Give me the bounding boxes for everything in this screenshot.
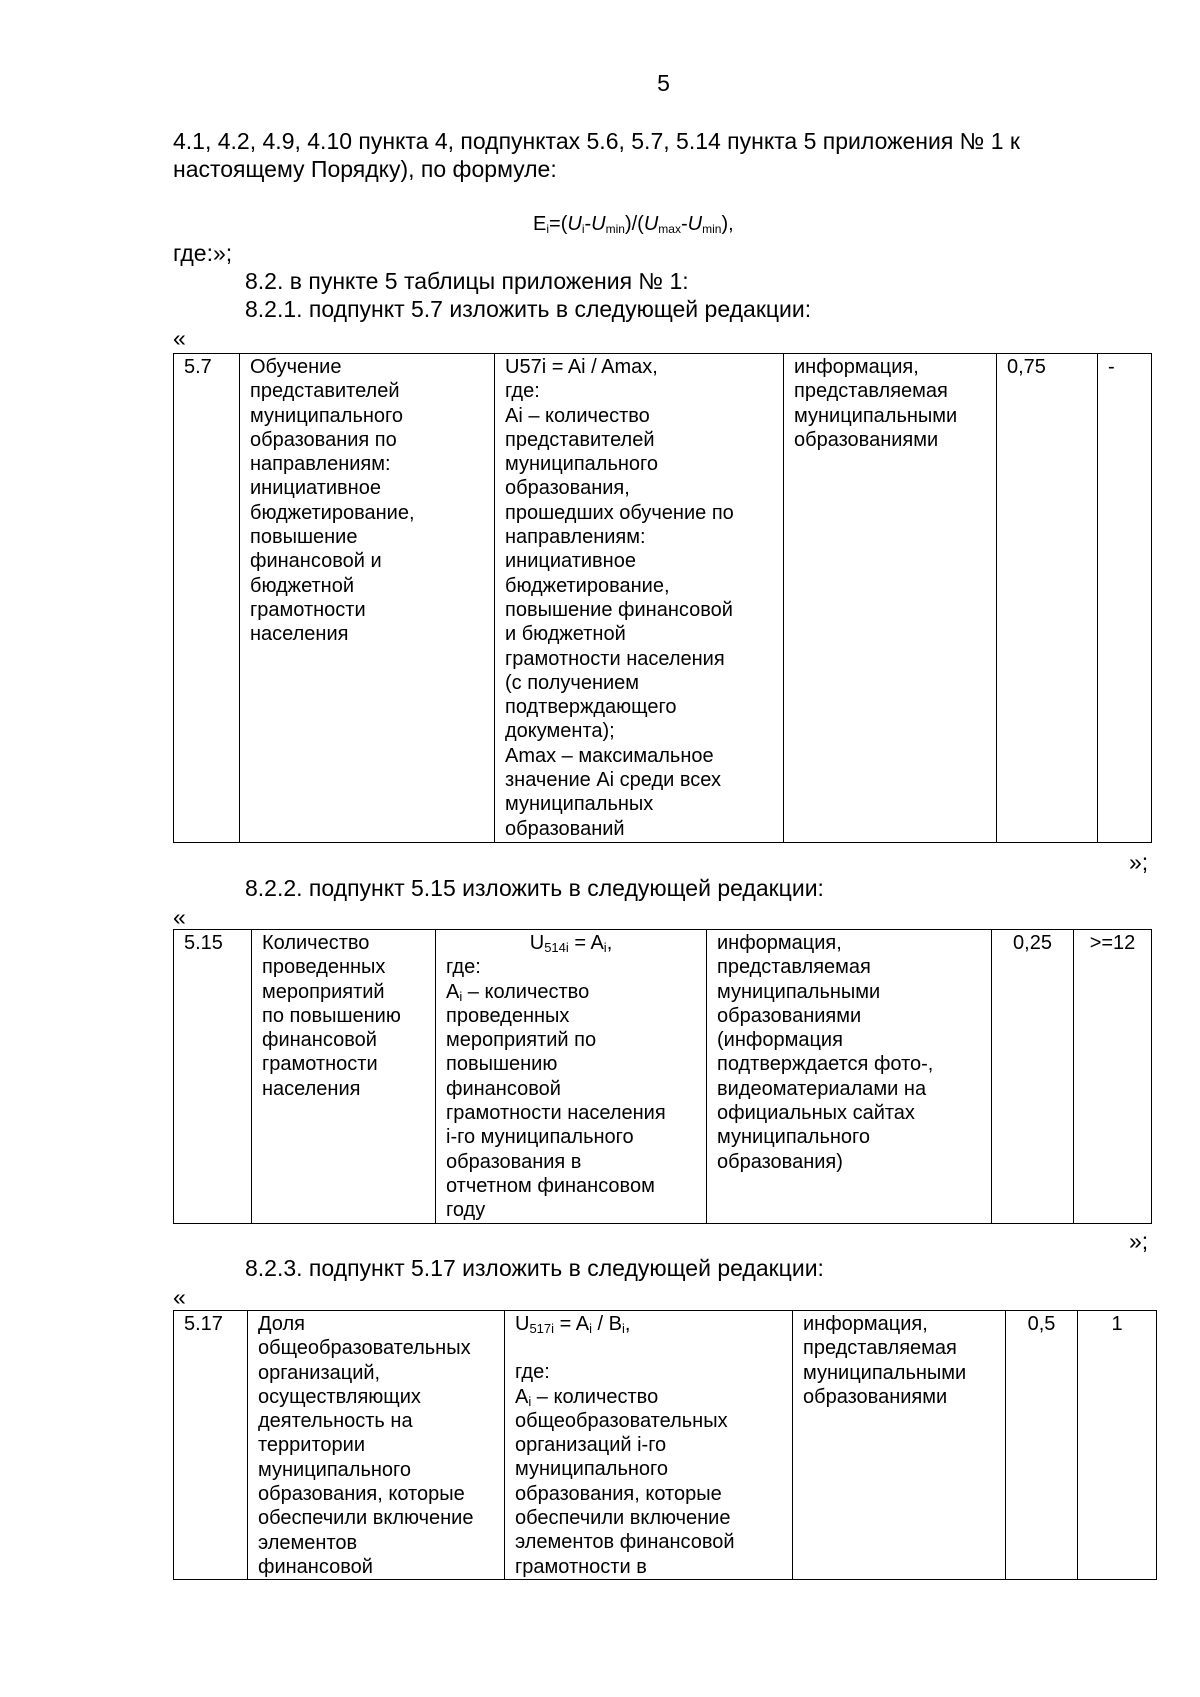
intro-line-1: 4.1, 4.2, 4.9, 4.10 пункта 4, подпунктах 5.6, 5.7, 5.14 пункта 5 приложения № 1 к [173, 128, 1020, 154]
cell-weight: 0,75 [997, 354, 1098, 843]
clause-8-2-3: 8.2.3. подпункт 5.17 изложить в следующей редакции: [245, 1255, 824, 1281]
table-row [174, 930, 1152, 1224]
cell-indicator-name: Доля общеобразовательных организаций, осуществляющих деятельность на территории муниципального образования, которые обеспечили включение элементов финансовой [248, 1311, 505, 1580]
table-5-7 [173, 353, 1152, 843]
clause-8-2-1: 8.2.1. подпункт 5.7 изложить в следующей редакции: [245, 296, 812, 322]
cell-number: 5.15 [174, 930, 252, 1224]
where-text: где:»; [173, 240, 233, 266]
quote-close: »; [1129, 1228, 1149, 1254]
intro-line-2: настоящему Порядку), по формуле: [173, 156, 557, 182]
quote-open: « [173, 1284, 186, 1310]
table-row [174, 354, 1152, 843]
cell-source: информация, представляемая муниципальными образованиями (информация подтверждается фото-, видеоматериалами на официальных сайтах муниципального образования) [707, 930, 992, 1224]
quote-open: « [173, 325, 186, 351]
cell-number: 5.7 [174, 354, 240, 843]
cell-weight: 0,25 [992, 930, 1074, 1224]
cell-number: 5.17 [174, 1311, 248, 1580]
cell-indicator-name: Обучение представителей муниципального образования по направлениям: инициативное бюджетирование, повышение финансовой и бюджетной грамотности населения [240, 354, 495, 843]
cell-target: >=12 [1074, 930, 1152, 1224]
quote-open: « [173, 904, 186, 930]
cell-formula: $U_{517i} = A_i / B_i$, где: $A_i$ – количество общеобразовательных организаций i-го муниципального образования, которые обеспечили включение элементов финансовой грамотности в [505, 1311, 793, 1580]
cell-target: - [1098, 354, 1152, 843]
page-number: 5 [657, 70, 670, 96]
table-5-17 [173, 1310, 1157, 1580]
table-row [174, 1311, 1157, 1580]
formula: $E_i=(U_i-U_{min})/(U_{max}-U_{min})$, [533, 213, 734, 236]
quote-close: »; [1129, 849, 1149, 875]
cell-source: информация, представляемая муниципальными образованиями [793, 1311, 1006, 1580]
cell-formula: $U_{514i} = A_i$, где: $A_i$ – количество проведенных мероприятий по повышению финансовой грамотности населения i-го муниципального образования в отчетном финансовом году [436, 930, 707, 1224]
table-5-15 [173, 929, 1152, 1224]
cell-target: 1 [1078, 1311, 1157, 1580]
clause-8-2-2: 8.2.2. подпункт 5.15 изложить в следующей редакции: [245, 875, 824, 901]
cell-indicator-name: Количество проведенных мероприятий по повышению финансовой грамотности населения [252, 930, 436, 1224]
clause-8-2: 8.2. в пункте 5 таблицы приложения № 1: [245, 268, 689, 294]
cell-formula: U57i = Ai / Amax, где: Ai – количество представителей муниципального образования, прошедших обучение по направлениям: инициативное бюджетирование, повышение финансовой и бюджетной грамотности населения (с получением подтверждающего документа); Amax – максимальное значение Ai среди всех муниципальных образований [495, 354, 784, 843]
cell-weight: 0,5 [1006, 1311, 1078, 1580]
cell-source: информация, представляемая муниципальными образованиями [784, 354, 997, 843]
